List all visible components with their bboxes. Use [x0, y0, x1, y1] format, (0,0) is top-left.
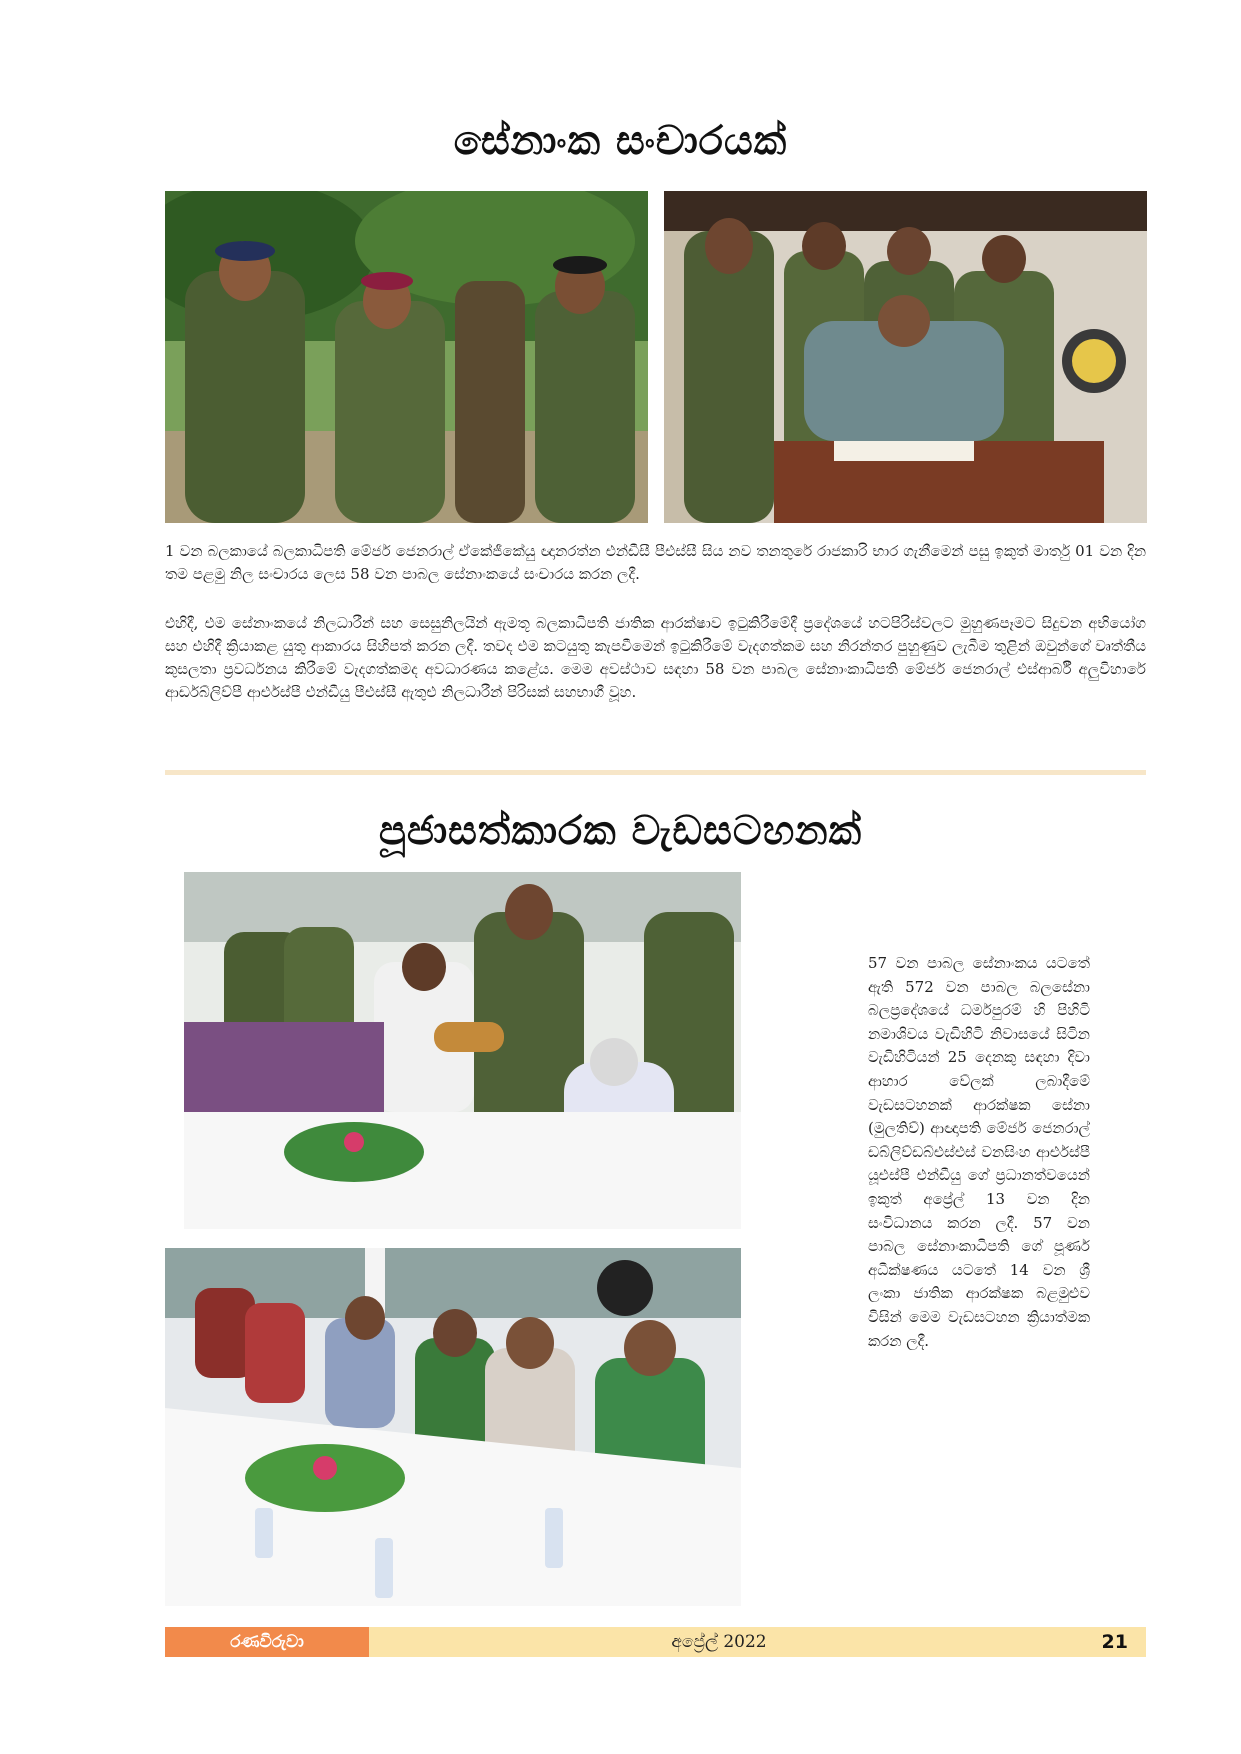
photo-serving-meal — [184, 872, 741, 1229]
paragraph-visit-intro: 1 වන බලකායේ බලකාධිපති මේජර් ජෙනරාල් ඒකේජීකේයු ඥානරත්න එන්ඩීසී පීඑස්සී සිය නව තනතුරේ රාජකාරි භාර ගැනීමෙන් පසු ඉකුත් මාර්තු 01 වන දින තම පළමු නිල සංචාරය ලෙස 58 වන පාබල සේනාංකයේ සංචාරය කරන ලදී. — [165, 542, 1146, 583]
section-divider — [165, 770, 1146, 775]
footer-magazine-name: රණවිරුවා — [165, 1627, 369, 1657]
photo-elderly-at-table — [165, 1248, 741, 1606]
footer-issue-date: අප්‍රේල් 2022 — [671, 1632, 767, 1652]
photo-officers-handshake — [165, 191, 648, 523]
paragraph-visit-details: එහිදී, එම සේනාංකයේ නිලධාරීන් සහ සෙසුනිලයින් ඇමතූ බලකාධිපති ජාතික ආරක්ෂාව ඉටුකිරීමේදී ප්‍රදේශයේ හටපිරිස්වලට මුහුණපෑමට සිදුවන අභියෝග සහ එහිදී ක්‍රියාකළ යුතු ආකාරය සිහිපත් කරන ලදී. තවද එම කටයුතු කැපවීමෙන් ඉටුකිරීමේ වැදගත්කම සහ නිරන්තර පුහුණුව ලැබීම තුළින් ඔවුන්ගේ වෘත්තීය කුසලතා ප්‍රවර්ධනය කිරීමේ වැදගත්කමද අවධාරණය කළේය. මෙම අවස්ථාව සඳහා 58 වන පාබල සේනාංකාධිපති මේජර් ජෙනරාල් එස්ආර්බී අලුවිහාරේ ආර්ඩබ්ලිව්පී ආර්එස්පී එන්ඩීයු පීඑස්සී ඇතුළු නිලධාරීන් පිරිසක් සහභාගී වූහ. — [165, 614, 1146, 701]
paragraph-meal-program: 57 වන පාබල සේනාංකය යටතේ ඇති 572 වන පාබල බලසේනා බලප්‍රදේශයේ ධර්මපුරම් හි පිහිටි නමාශිවය වැඩිහිටි නිවාසයේ සිටින වැඩිහිටියන් 25 දෙනකු සඳහා දිවා ආහාර වේලක් ලබාදීමේ වැඩසටහනක් ආරක්ෂක සේනා (මුලතිව්) ආඥාපති මේජර් ජෙනරාල් ඩබ්ලිව්ඩබ්එස්එස් වනසිංහ ආර්එස්පී යූඑස්පී එන්ඩීයු ගේ ප්‍රධානත්වයෙන් ඉකුත් අප්‍රේල් 13 වන දින සංවිධානය කරන ලදී. 57 වන පාබල සේනාංකාධිපති ගේ පූර්ණ අධීක්ෂණය යටතේ 14 වන ශ්‍රී ලංකා ජාතික ආරක්ෂක බළමුළුව විසින් මෙම වැඩසටහන ක්‍රියාත්මක කරන ලදී. — [868, 954, 1090, 1350]
photo-officer-signing-book — [664, 191, 1147, 523]
page-footer — [165, 1627, 1146, 1657]
section-title-visit: සේනාංක සංචාරයක් — [453, 118, 788, 164]
page-number: 21 — [1101, 1631, 1128, 1653]
section-title-meal-program: පූජාසත්කාරක වැඩසටහනක් — [378, 808, 863, 854]
